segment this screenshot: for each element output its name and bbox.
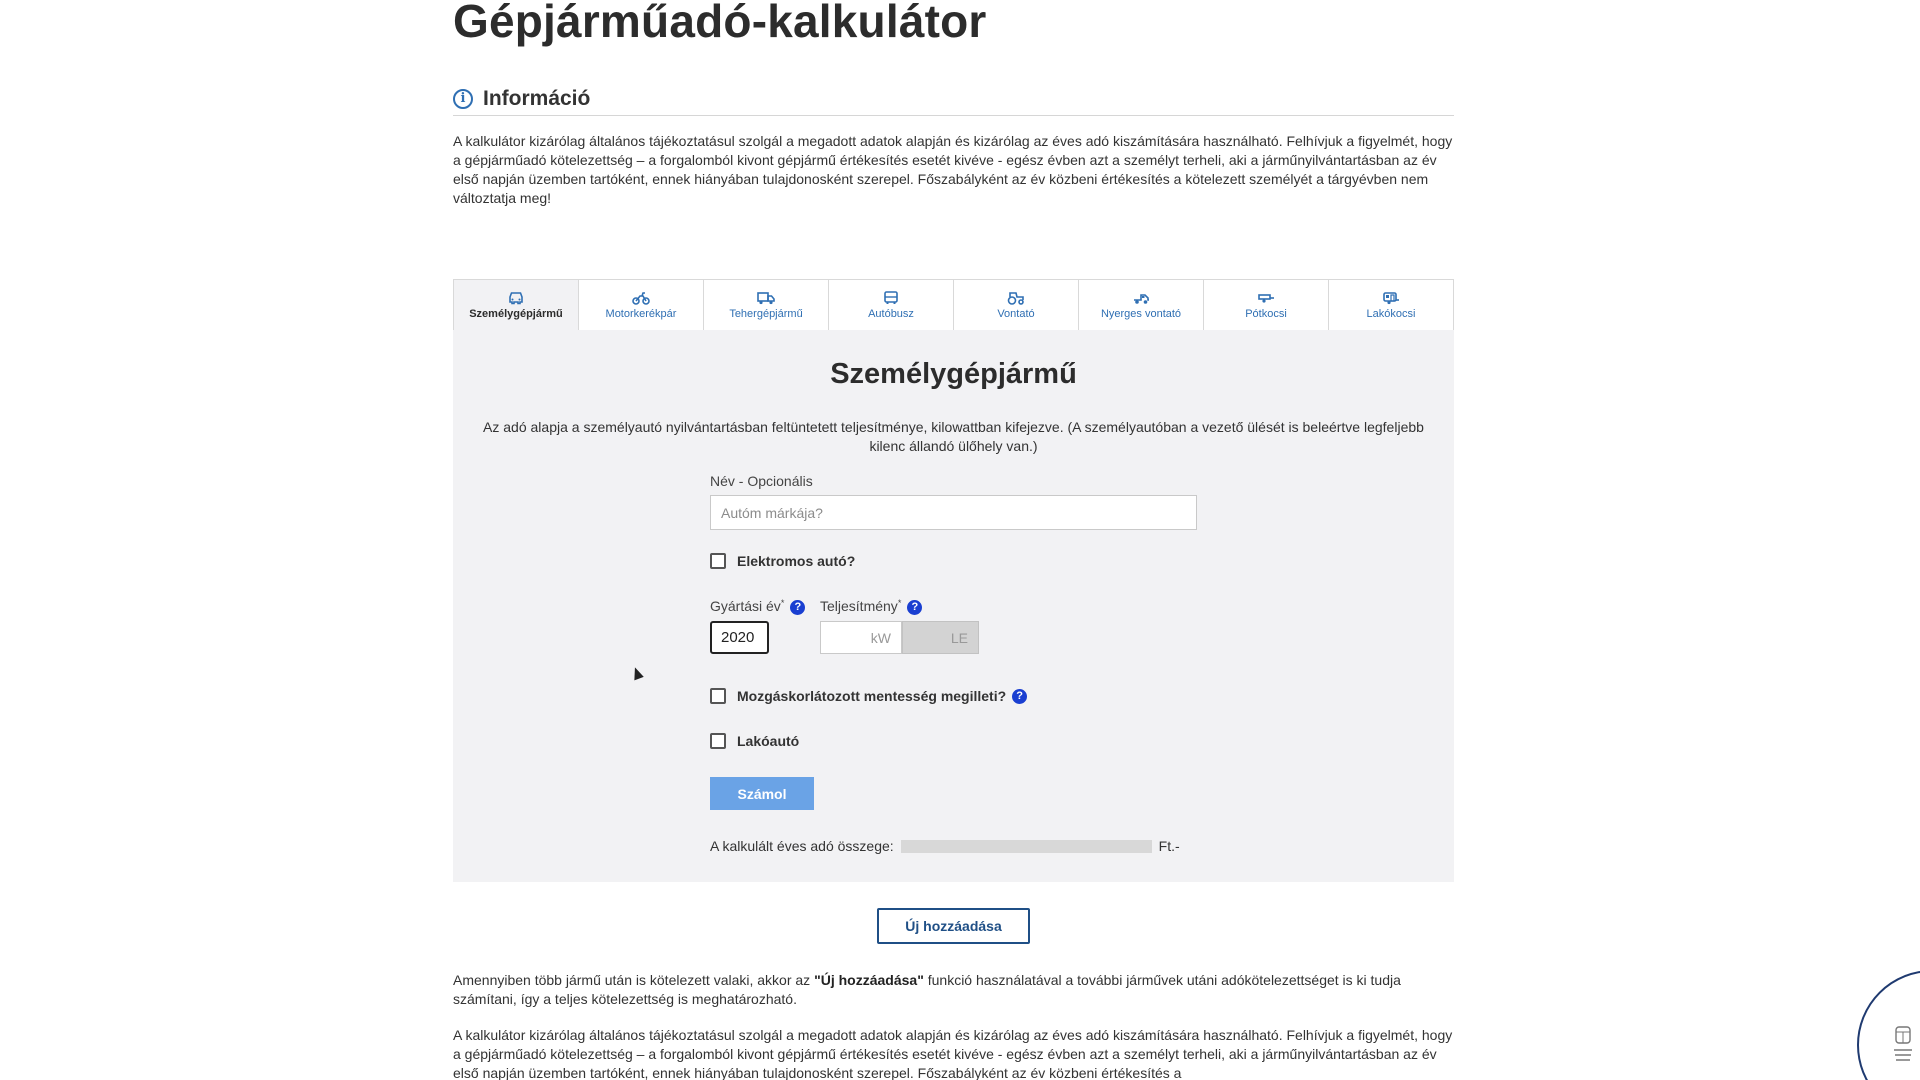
note-text-before: Amennyiben több jármű után is kötelezett valaki, akkor az [453,972,815,988]
power-label-group [820,598,922,615]
name-input[interactable] [710,495,1197,530]
page-title: Gépjárműadó-kalkulátor [453,0,987,47]
vehicle-tabs [453,279,1454,330]
tab-szemelygepjarmu[interactable] [453,279,579,330]
year-required-mark: * [780,598,785,608]
multi-vehicle-note [453,971,1454,1009]
power-label: Teljesítmény [820,598,898,614]
result-row [710,838,1180,854]
info-text-repeat: A kalkulátor kizárólag általános tájékoztatásul szolgál a megadott adatok alapján és kizárólag az éves adó kiszámítására használható. Felhívjuk a figyelmét, hogy a gépjárműadó kötelezettség – a forgalomból kivont gépjármű értékesítés esetét kivéve - egész évben azt a személyt terheli, aki a járműnyilvántartásban az év első napján üzemben tartóként, ennek hiányában tulajdonosként szerepel. Főszabályként az év közbeni értékesítés a [453,1027,1453,1080]
tab-label: Lakókocsi [1366,307,1416,320]
power-help-icon[interactable]: ? [907,600,922,615]
note-text-after: funkció használatával a további járművek utáni adókötelezettséget is ki tudja számítani, így a teljes kötelezettség is meghatározható. [453,972,1401,1007]
disability-help-icon[interactable]: ? [1012,689,1027,704]
tab-tehergepjarmu[interactable] [703,279,829,330]
camper-label[interactable]: Lakóautó [737,733,800,749]
disability-checkbox[interactable] [710,688,726,704]
tab-label: Nyerges vontató [1100,307,1182,320]
panel-description: Az adó alapja a személyautó nyilvántartásban feltüntetett teljesítménye, kilowattban kifejezve. (A személyautóban a vezető ülését is beleértve legfeljebb kilenc állandó ülőhely van.) [483,419,1424,454]
year-label: Gyártási év [710,598,781,614]
coat-of-arms-icon [1893,1025,1913,1070]
note-text-bold: "Új hozzáadása" [814,972,924,988]
panel-title: Személygépjármű [830,358,1077,390]
kw-input[interactable]: kW [820,621,902,654]
power-required-mark: * [897,598,902,608]
info-text: A kalkulátor kizárólag általános tájékoztatásul szolgál a megadott adatok alapján és kizárólag az éves adó kiszámítására használható. Felhívjuk a figyelmét, hogy a gépjárműadó kötelezettség – a forgalomból kivont gépjármű értékesítés esetét kivéve - egész évben azt a személyt terheli, aki a járműnyilvántartásban az év első napján üzemben tartóként, ennek hiányában tulajdonosként szerepel. Főszabályként az év közbeni értékesítés a kötelezett személyét a tárgyévben nem változtatja meg! [453,133,1453,206]
tab-label: Motorkerékpár [605,307,677,320]
car-icon [507,291,525,305]
result-value-placeholder [901,840,1152,853]
camper-checkbox[interactable] [710,733,726,749]
tab-autobusz[interactable] [828,279,954,330]
info-section-header [453,82,1454,116]
tab-vontato[interactable] [953,279,1079,330]
result-unit: Ft.- [1158,838,1180,854]
calculator-panel [453,330,1454,882]
motorcycle-icon [632,291,650,305]
add-new-button[interactable]: Új hozzáadása [877,908,1030,944]
tab-label: Tehergépjármű [729,307,803,320]
trailer-icon [1257,291,1275,305]
info-title: Információ [483,86,591,110]
tab-label: Személygépjármű [469,307,563,320]
year-help-icon[interactable]: ? [790,600,805,615]
name-label: Név - Opcionális [710,473,813,489]
electric-label[interactable]: Elektromos autó? [737,553,856,569]
semi-truck-icon [1132,291,1150,305]
caravan-icon [1382,291,1400,305]
calculate-button[interactable]: Számol [710,777,814,810]
electric-checkbox[interactable] [710,553,726,569]
camper-row [710,733,799,749]
tab-motorkerekpar[interactable] [578,279,704,330]
tab-label: Autóbusz [868,307,914,320]
disability-row [710,688,1027,704]
tab-potkocsi[interactable] [1203,279,1329,330]
tab-nyerges-vontato[interactable] [1078,279,1204,330]
info-circle-icon: i [453,89,473,109]
bus-icon [882,291,900,305]
tractor-icon [1007,291,1025,305]
disability-label[interactable]: Mozgáskorlátozott mentesség megilleti? [737,688,1007,704]
year-label-group [710,598,805,615]
electric-row [710,553,855,569]
le-input: LE [902,621,979,654]
result-label: A kalkulált éves adó összege: [710,838,894,854]
year-input[interactable]: 2020 [710,621,769,654]
tab-label: Vontató [997,307,1035,320]
tab-lakokocsi[interactable] [1328,279,1454,330]
tab-label: Pótkocsi [1245,307,1287,320]
truck-icon [757,291,775,305]
